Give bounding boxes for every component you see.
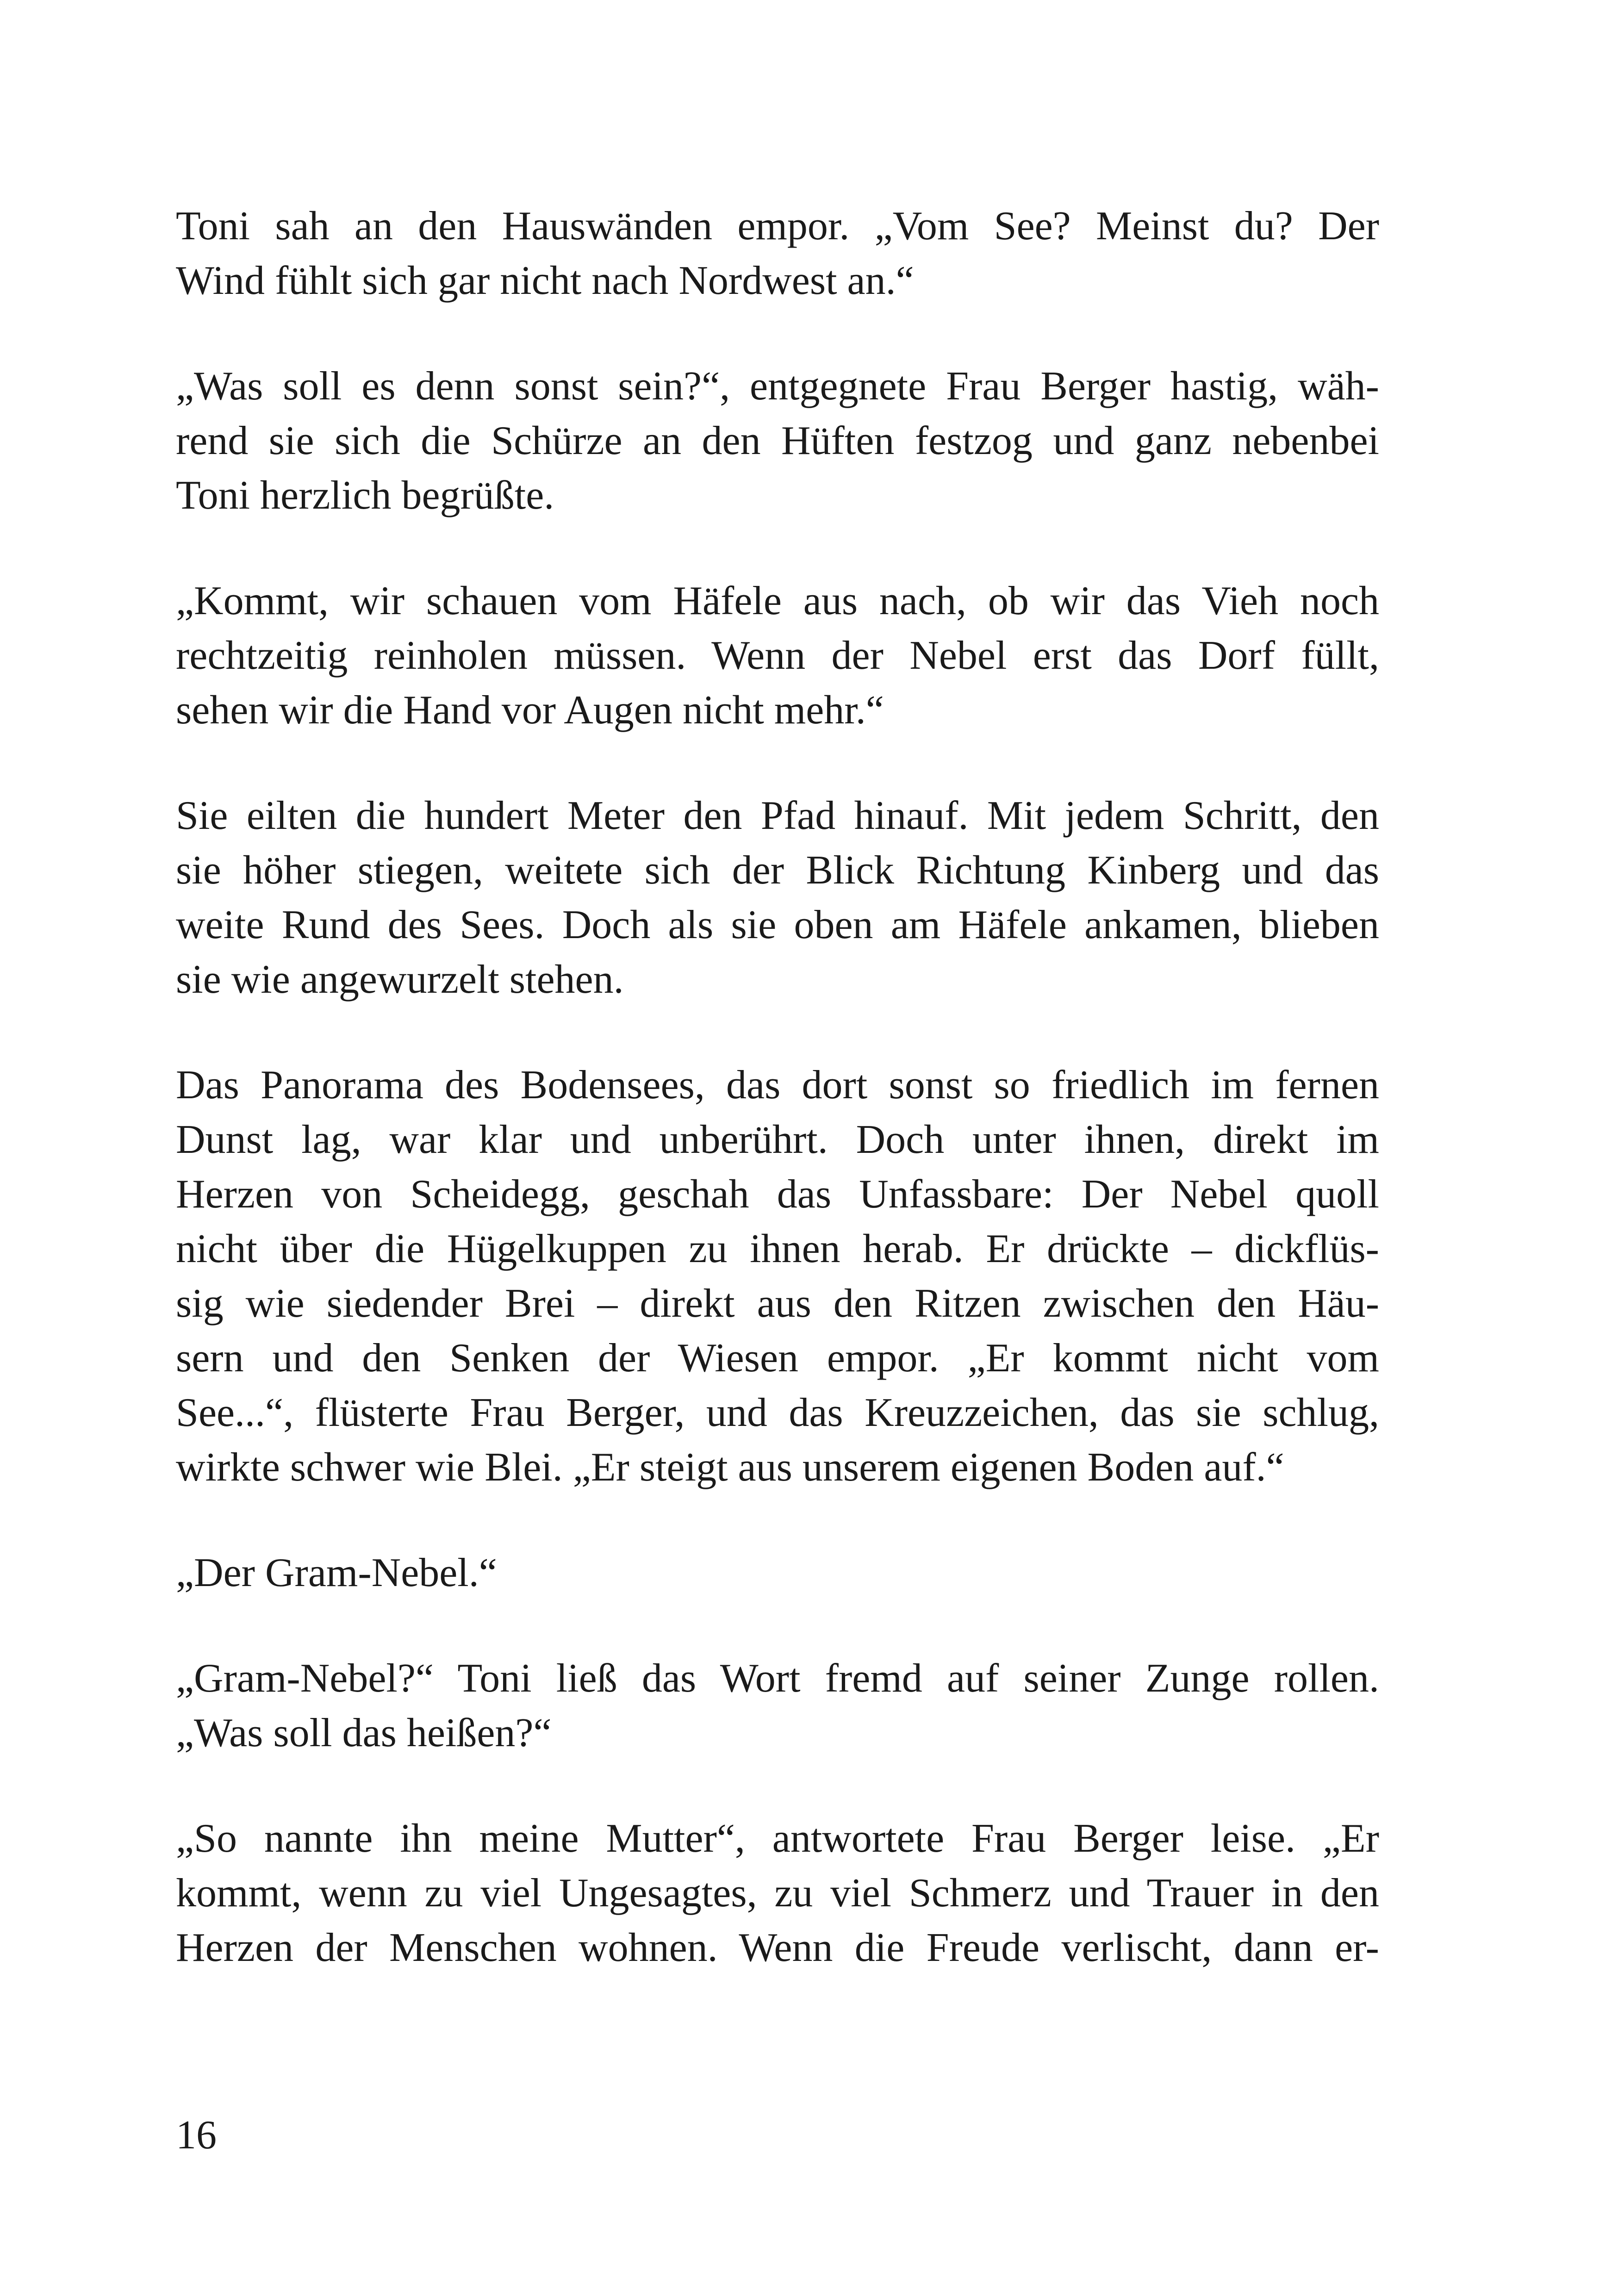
text-line: Das Panorama des Bodensees, das dort sonst so friedlich im fernen [176,1063,1379,1108]
text-line: sern und den Senken der Wiesen empor. „Er kommt nicht vom [176,1336,1379,1381]
page-number: 16 [176,2113,217,2158]
paragraph-5 [176,1058,1379,1495]
text-line: Herzen von Scheidegg, geschah das Unfassbare: Der Nebel quoll [176,1172,1379,1217]
paragraph-1 [176,199,1379,308]
text-line: See...“, flüsterte Frau Berger, und das Kreuzzeichen, das sie schlug, [176,1390,1379,1435]
text-line: kommt, wenn zu viel Ungesagtes, zu viel Schmerz und Trauer in den [176,1871,1379,1916]
text-line: wirkte schwer wie Blei. „Er steigt aus unserem eigenen Boden auf.“ [176,1445,1284,1490]
text-line: weite Rund des Sees. Doch als sie oben am Häfele ankamen, blieben [176,902,1379,947]
paragraph-4 [176,789,1379,1007]
paragraph-7 [176,1651,1379,1761]
text-line: Toni herzlich begrüßte. [176,473,554,518]
text-line: Wind fühlt sich gar nicht nach Nordwest an.“ [176,258,914,303]
text-line: „Was soll das heißen?“ [176,1711,552,1755]
paragraph-3 [176,574,1379,738]
text-line: nicht über die Hügelkuppen zu ihnen herab. Er drückte – dickflüs- [176,1226,1379,1271]
text-line: sie wie angewurzelt stehen. [176,957,624,1002]
text-line: „Gram-Nebel?“ Toni ließ das Wort fremd auf seiner Zunge rollen. [176,1656,1379,1701]
paragraph-2 [176,359,1379,523]
text-line: rend sie sich die Schürze an den Hüften festzog und ganz nebenbei [176,418,1379,463]
text-line: Dunst lag, war klar und unberührt. Doch unter ihnen, direkt im [176,1117,1379,1162]
paragraph-8 [176,1811,1379,1975]
text-line: „So nannte ihn meine Mutter“, antwortete Frau Berger leise. „Er [176,1816,1379,1861]
text-line: sig wie siedender Brei – direkt aus den Ritzen zwischen den Häu- [176,1281,1379,1326]
text-line: sehen wir die Hand vor Augen nicht mehr.“ [176,688,884,733]
body-text [176,199,1379,2026]
paragraph-6 [176,1546,1379,1600]
text-line: Sie eilten die hundert Meter den Pfad hinauf. Mit jedem Schritt, den [176,793,1379,838]
text-line: Herzen der Menschen wohnen. Wenn die Freude verlischt, dann er- [176,1925,1379,1970]
text-line: Toni sah an den Hauswänden empor. „Vom See? Meinst du? Der [176,204,1379,249]
text-line: sie höher stiegen, weitete sich der Blick Richtung Kinberg und das [176,848,1379,893]
text-line: „Was soll es denn sonst sein?“, entgegnete Frau Berger hastig, wäh- [176,364,1379,409]
text-line: rechtzeitig reinholen müssen. Wenn der Nebel erst das Dorf füllt, [176,633,1379,678]
text-line: „Der Gram-Nebel.“ [176,1550,497,1595]
text-line: „Kommt, wir schauen vom Häfele aus nach, ob wir das Vieh noch [176,579,1379,623]
